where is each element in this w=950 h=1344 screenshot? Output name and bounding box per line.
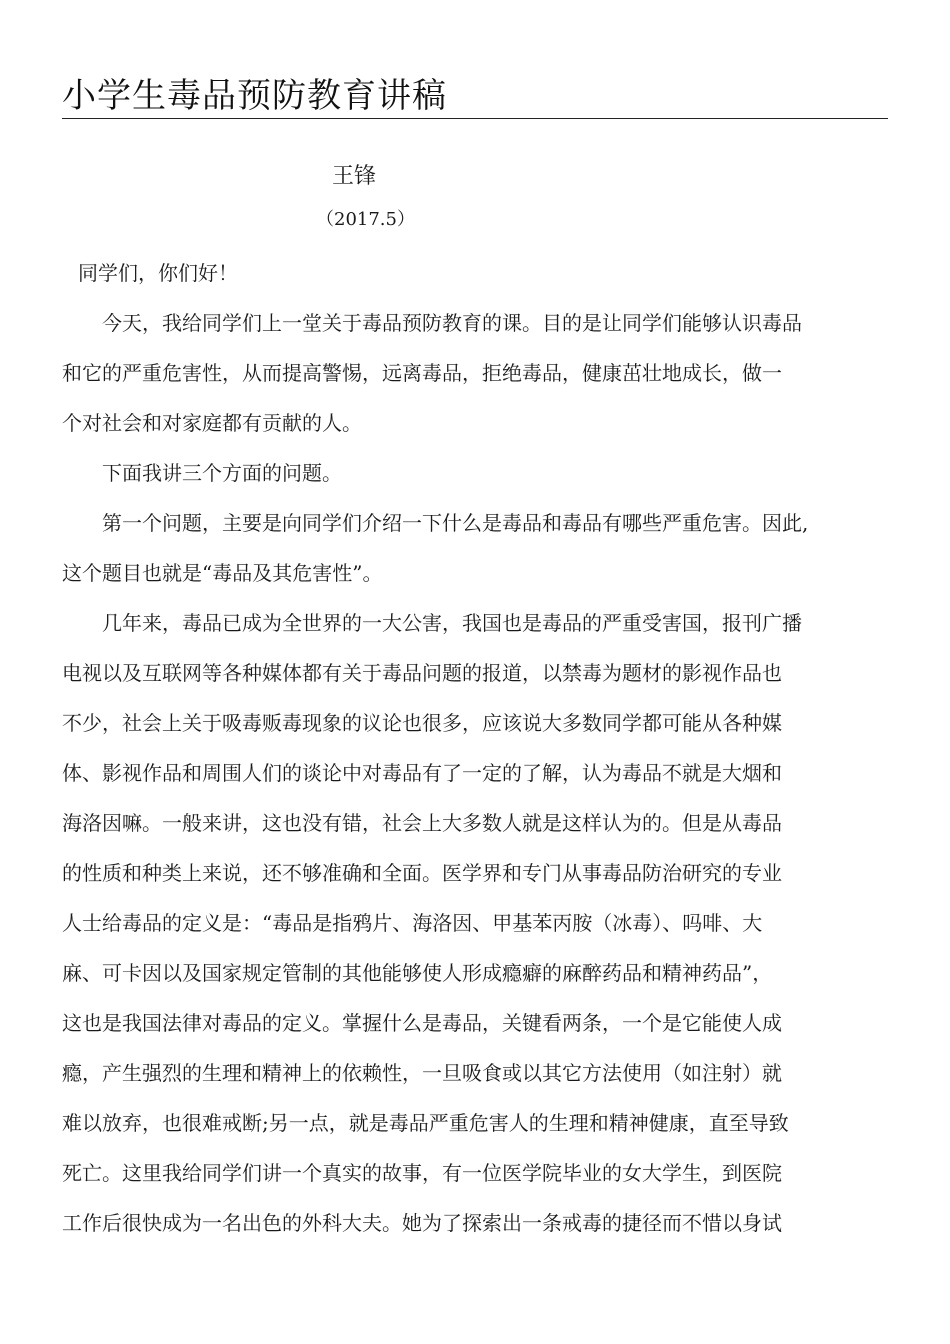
text-line: 海洛因嘛。一般来讲，这也没有错，社会上大多数人就是这样认为的。但是从毒品 <box>62 811 782 835</box>
text-line: 不少，社会上关于吸毒贩毒现象的议论也很多，应该说大多数同学都可能从各种媒 <box>62 711 782 735</box>
text-line: 同学们，你们好！ <box>78 261 238 285</box>
document-date: （2017.5） <box>316 209 415 230</box>
text-line: 工作后很快成为一名出色的外科大夫。她为了探索出一条戒毒的捷径而不惜以身试 <box>62 1211 782 1235</box>
text-line: 这也是我国法律对毒品的定义。掌握什么是毒品，关键看两条，一个是它能使人成 <box>62 1011 782 1035</box>
page-title: 小学生毒品预防教育讲稿 <box>62 76 447 116</box>
text-line: 体、影视作品和周围人们的谈论中对毒品有了一定的了解，认为毒品不就是大烟和 <box>62 761 782 785</box>
text-line: 死亡。这里我给同学们讲一个真实的故事，有一位医学院毕业的女大学生，到医院 <box>62 1161 782 1185</box>
text-line: 个对社会和对家庭都有贡献的人。 <box>62 411 362 435</box>
text-line: 的性质和种类上来说，还不够准确和全面。医学界和专门从事毒品防治研究的专业 <box>62 861 782 885</box>
text-line: 和它的严重危害性，从而提高警惕，远离毒品，拒绝毒品，健康茁壮地成长，做一 <box>62 361 782 385</box>
text-line: 难以放弃，也很难戒断;另一点，就是毒品严重危害人的生理和精神健康，直至导致 <box>62 1111 789 1135</box>
text-line: 这个题目也就是“毒品及其危害性”。 <box>62 561 383 585</box>
text-line: 人士给毒品的定义是：“毒品是指鸦片、海洛因、甲基苯丙胺（冰毒）、吗啡、大 <box>62 911 763 935</box>
body-text <box>62 253 896 1253</box>
text-line: 瘾，产生强烈的生理和精神上的依赖性，一旦吸食或以其它方法使用（如注射）就 <box>62 1061 782 1085</box>
text-line: 下面我讲三个方面的问题。 <box>102 461 342 485</box>
text-line: 第一个问题，主要是向同学们介绍一下什么是毒品和毒品有哪些严重危害。因此, <box>102 511 809 535</box>
text-line: 麻、可卡因以及国家规定管制的其他能够使人形成瘾癖的麻醉药品和精神药品”， <box>62 961 773 985</box>
author-name: 王锋 <box>332 164 377 189</box>
text-line: 电视以及互联网等各种媒体都有关于毒品问题的报道，以禁毒为题材的影视作品也 <box>62 661 782 685</box>
text-line: 今天，我给同学们上一堂关于毒品预防教育的课。目的是让同学们能够认识毒品 <box>102 311 802 335</box>
title-underline <box>62 74 888 119</box>
text-line: 几年来，毒品已成为全世界的一大公害，我国也是毒品的严重受害国，报刊广播 <box>102 611 802 635</box>
